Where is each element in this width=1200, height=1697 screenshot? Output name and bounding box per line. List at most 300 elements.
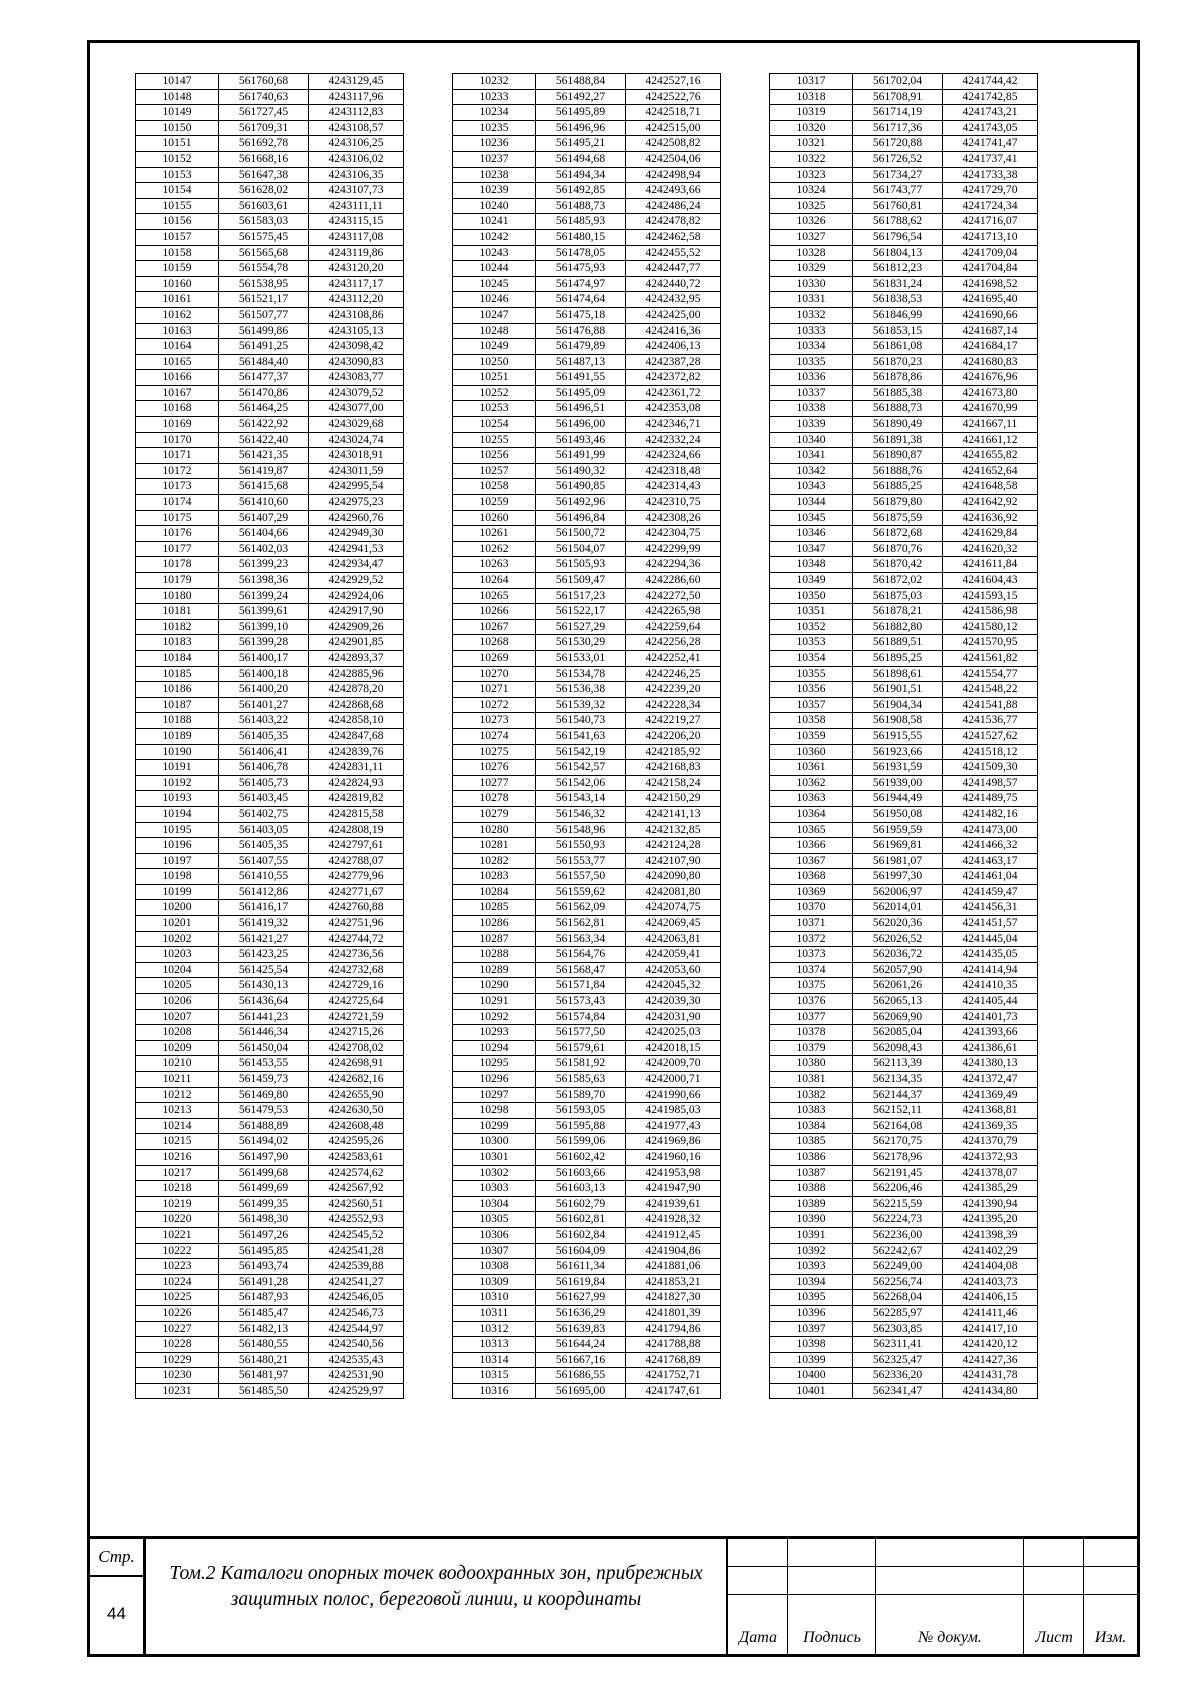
x-coordinate: 561563,34	[536, 931, 626, 947]
x-coordinate: 562065,13	[853, 994, 943, 1010]
y-coordinate: 4242583,61	[309, 1149, 404, 1165]
point-number: 10375	[770, 978, 853, 994]
x-coordinate: 561870,23	[853, 354, 943, 370]
point-number: 10169	[136, 417, 219, 433]
x-coordinate: 561901,51	[853, 682, 943, 698]
point-number: 10235	[453, 120, 536, 136]
table-row	[136, 1274, 404, 1290]
y-coordinate: 4241456,31	[943, 900, 1038, 916]
y-coordinate: 4241636,92	[943, 510, 1038, 526]
table-row	[453, 1009, 721, 1025]
table-row	[453, 417, 721, 433]
y-coordinate: 4241629,84	[943, 526, 1038, 542]
y-coordinate: 4241380,13	[943, 1056, 1038, 1072]
x-coordinate: 561593,05	[536, 1103, 626, 1119]
table-row	[453, 1259, 721, 1275]
point-number: 10327	[770, 229, 853, 245]
y-coordinate: 4241939,61	[626, 1196, 721, 1212]
y-coordinate: 4242831,11	[309, 760, 404, 776]
table-row	[136, 775, 404, 791]
table-row	[136, 479, 404, 495]
point-number: 10368	[770, 869, 853, 885]
table-row	[770, 1305, 1038, 1321]
table-row	[453, 495, 721, 511]
y-coordinate: 4242535,43	[309, 1352, 404, 1368]
table-row	[453, 697, 721, 713]
x-coordinate: 561497,26	[219, 1227, 309, 1243]
x-coordinate: 562061,26	[853, 978, 943, 994]
y-coordinate: 4242771,67	[309, 884, 404, 900]
point-number: 10214	[136, 1118, 219, 1134]
y-coordinate: 4242425,00	[626, 307, 721, 323]
table-row	[136, 339, 404, 355]
point-number: 10320	[770, 120, 853, 136]
x-coordinate: 561923,66	[853, 744, 943, 760]
x-coordinate: 561542,06	[536, 775, 626, 791]
table-row	[770, 448, 1038, 464]
revision-grid	[728, 1539, 1137, 1654]
table-row	[770, 385, 1038, 401]
table-row	[453, 1025, 721, 1041]
table-row	[453, 354, 721, 370]
table-row	[136, 89, 404, 105]
x-coordinate: 561553,77	[536, 853, 626, 869]
table-row	[453, 916, 721, 932]
point-number: 10284	[453, 884, 536, 900]
table-row	[770, 307, 1038, 323]
table-row	[770, 105, 1038, 121]
y-coordinate: 4242901,85	[309, 635, 404, 651]
point-number: 10397	[770, 1321, 853, 1337]
point-number: 10344	[770, 495, 853, 511]
y-coordinate: 4242031,90	[626, 1009, 721, 1025]
table-row	[453, 1290, 721, 1306]
table-row	[453, 1227, 721, 1243]
table-row	[453, 588, 721, 604]
x-coordinate: 561888,76	[853, 463, 943, 479]
point-number: 10200	[136, 900, 219, 916]
x-coordinate: 561709,31	[219, 120, 309, 136]
x-coordinate: 561667,16	[536, 1352, 626, 1368]
y-coordinate: 4242299,99	[626, 541, 721, 557]
point-number: 10158	[136, 245, 219, 261]
y-coordinate: 4242546,05	[309, 1290, 404, 1306]
table-row	[770, 1368, 1038, 1384]
point-number: 10360	[770, 744, 853, 760]
y-coordinate: 4241370,79	[943, 1134, 1038, 1150]
x-coordinate: 561944,49	[853, 791, 943, 807]
x-coordinate: 561647,38	[219, 167, 309, 183]
point-number: 10393	[770, 1259, 853, 1275]
y-coordinate: 4241704,84	[943, 261, 1038, 277]
y-coordinate: 4241386,61	[943, 1040, 1038, 1056]
table-row	[453, 89, 721, 105]
y-coordinate: 4241611,84	[943, 557, 1038, 573]
table-row	[770, 604, 1038, 620]
x-coordinate: 561740,63	[219, 89, 309, 105]
table-row	[453, 136, 721, 152]
table-row	[770, 994, 1038, 1010]
point-number: 10296	[453, 1072, 536, 1088]
x-coordinate: 561505,93	[536, 557, 626, 573]
point-number: 10187	[136, 697, 219, 713]
x-coordinate: 562215,59	[853, 1196, 943, 1212]
y-coordinate: 4241461,04	[943, 869, 1038, 885]
table-row	[453, 261, 721, 277]
point-number: 10365	[770, 822, 853, 838]
point-number: 10251	[453, 370, 536, 386]
coordinates-table-1	[135, 73, 404, 1399]
point-number: 10323	[770, 167, 853, 183]
x-coordinate: 561891,38	[853, 432, 943, 448]
x-coordinate: 561627,99	[536, 1290, 626, 1306]
x-coordinate: 561495,85	[219, 1243, 309, 1259]
point-number: 10201	[136, 916, 219, 932]
x-coordinate: 561541,63	[536, 728, 626, 744]
point-number: 10357	[770, 697, 853, 713]
point-number: 10149	[136, 105, 219, 121]
table-row	[770, 261, 1038, 277]
x-coordinate: 561539,32	[536, 697, 626, 713]
point-number: 10156	[136, 214, 219, 230]
point-number: 10363	[770, 791, 853, 807]
table-row	[770, 136, 1038, 152]
x-coordinate: 561603,61	[219, 198, 309, 214]
table-row	[770, 89, 1038, 105]
table-row	[770, 1056, 1038, 1072]
point-number: 10367	[770, 853, 853, 869]
x-coordinate: 561399,28	[219, 635, 309, 651]
y-coordinate: 4242893,37	[309, 650, 404, 666]
x-coordinate: 562178,96	[853, 1149, 943, 1165]
table-row	[136, 307, 404, 323]
table-row	[453, 479, 721, 495]
point-number: 10338	[770, 401, 853, 417]
table-row	[136, 1196, 404, 1212]
table-row	[136, 292, 404, 308]
x-coordinate: 561888,73	[853, 401, 943, 417]
point-number: 10224	[136, 1274, 219, 1290]
y-coordinate: 4243106,25	[309, 136, 404, 152]
table-row	[453, 822, 721, 838]
table-row	[770, 354, 1038, 370]
point-number: 10369	[770, 884, 853, 900]
x-coordinate: 561890,49	[853, 417, 943, 433]
table-row	[770, 1259, 1038, 1275]
point-number: 10147	[136, 74, 219, 90]
point-number: 10271	[453, 682, 536, 698]
x-coordinate: 561499,86	[219, 323, 309, 339]
x-coordinate: 561879,80	[853, 495, 943, 511]
x-coordinate: 561743,77	[853, 183, 943, 199]
point-number: 10298	[453, 1103, 536, 1119]
table-row	[453, 994, 721, 1010]
point-number: 10204	[136, 962, 219, 978]
table-row	[453, 74, 721, 90]
x-coordinate: 562341,47	[853, 1383, 943, 1399]
table-row	[453, 167, 721, 183]
table-row	[136, 1072, 404, 1088]
table-row	[453, 806, 721, 822]
table-row	[453, 276, 721, 292]
table-row	[453, 105, 721, 121]
x-coordinate: 562224,73	[853, 1212, 943, 1228]
point-number: 10339	[770, 417, 853, 433]
y-coordinate: 4241724,34	[943, 198, 1038, 214]
x-coordinate: 562134,35	[853, 1072, 943, 1088]
y-coordinate: 4242346,71	[626, 417, 721, 433]
table-row	[136, 744, 404, 760]
x-coordinate: 561491,25	[219, 339, 309, 355]
title-block	[90, 1536, 1137, 1654]
table-row	[770, 697, 1038, 713]
table-row	[770, 1383, 1038, 1399]
y-coordinate: 4241431,78	[943, 1368, 1038, 1384]
x-coordinate: 561476,88	[536, 323, 626, 339]
x-coordinate: 562144,37	[853, 1087, 943, 1103]
y-coordinate: 4241670,99	[943, 401, 1038, 417]
x-coordinate: 562006,97	[853, 884, 943, 900]
x-coordinate: 561479,53	[219, 1103, 309, 1119]
point-number: 10258	[453, 479, 536, 495]
y-coordinate: 4241990,66	[626, 1087, 721, 1103]
table-row	[770, 245, 1038, 261]
table-row	[770, 775, 1038, 791]
point-number: 10225	[136, 1290, 219, 1306]
x-coordinate: 562285,97	[853, 1305, 943, 1321]
table-row	[453, 573, 721, 589]
table-row	[136, 183, 404, 199]
y-coordinate: 4241652,64	[943, 463, 1038, 479]
y-coordinate: 4243106,35	[309, 167, 404, 183]
point-number: 10199	[136, 884, 219, 900]
x-coordinate: 561492,27	[536, 89, 626, 105]
x-coordinate: 561542,19	[536, 744, 626, 760]
point-number: 10194	[136, 806, 219, 822]
page-number: 44	[107, 1604, 126, 1623]
x-coordinate: 561527,29	[536, 619, 626, 635]
y-coordinate: 4241561,82	[943, 650, 1038, 666]
point-number: 10265	[453, 588, 536, 604]
y-coordinate: 4242025,03	[626, 1025, 721, 1041]
y-coordinate: 4242000,71	[626, 1072, 721, 1088]
x-coordinate: 561536,38	[536, 682, 626, 698]
x-coordinate: 562113,39	[853, 1056, 943, 1072]
point-number: 10232	[453, 74, 536, 90]
table-row	[770, 916, 1038, 932]
point-number: 10160	[136, 276, 219, 292]
point-number: 10308	[453, 1259, 536, 1275]
table-row	[770, 292, 1038, 308]
y-coordinate: 4241788,88	[626, 1337, 721, 1353]
x-coordinate: 561407,29	[219, 510, 309, 526]
y-coordinate: 4242462,58	[626, 229, 721, 245]
table-row	[770, 760, 1038, 776]
point-number: 10236	[453, 136, 536, 152]
point-number: 10173	[136, 479, 219, 495]
table-row	[453, 1134, 721, 1150]
x-coordinate: 561628,02	[219, 183, 309, 199]
point-number: 10162	[136, 307, 219, 323]
point-number: 10399	[770, 1352, 853, 1368]
x-coordinate: 561491,99	[536, 448, 626, 464]
point-number: 10275	[453, 744, 536, 760]
point-number: 10348	[770, 557, 853, 573]
signature-label: Подпись	[803, 1629, 861, 1646]
y-coordinate: 4241406,15	[943, 1290, 1038, 1306]
y-coordinate: 4241518,12	[943, 744, 1038, 760]
point-number: 10346	[770, 526, 853, 542]
point-number: 10231	[136, 1383, 219, 1399]
y-coordinate: 4241604,43	[943, 573, 1038, 589]
table-row	[770, 682, 1038, 698]
point-number: 10283	[453, 869, 536, 885]
point-number: 10268	[453, 635, 536, 651]
y-coordinate: 4241661,12	[943, 432, 1038, 448]
point-number: 10374	[770, 962, 853, 978]
y-coordinate: 4242515,00	[626, 120, 721, 136]
point-number: 10210	[136, 1056, 219, 1072]
table-row	[770, 74, 1038, 90]
x-coordinate: 562026,52	[853, 931, 943, 947]
table-row	[453, 1305, 721, 1321]
x-coordinate: 561488,73	[536, 198, 626, 214]
x-coordinate: 561890,87	[853, 448, 943, 464]
y-coordinate: 4241881,06	[626, 1259, 721, 1275]
point-number: 10260	[453, 510, 536, 526]
point-number: 10241	[453, 214, 536, 230]
y-coordinate: 4242416,36	[626, 323, 721, 339]
point-number: 10212	[136, 1087, 219, 1103]
y-coordinate: 4242630,50	[309, 1103, 404, 1119]
y-coordinate: 4241747,61	[626, 1383, 721, 1399]
point-number: 10311	[453, 1305, 536, 1321]
y-coordinate: 4241403,73	[943, 1274, 1038, 1290]
y-coordinate: 4243115,15	[309, 214, 404, 230]
x-coordinate: 561517,23	[536, 588, 626, 604]
point-number: 10282	[453, 853, 536, 869]
x-coordinate: 561538,95	[219, 276, 309, 292]
x-coordinate: 561488,89	[219, 1118, 309, 1134]
table-row	[770, 1149, 1038, 1165]
table-row	[770, 900, 1038, 916]
table-row	[453, 1040, 721, 1056]
table-row	[136, 1212, 404, 1228]
point-number: 10392	[770, 1243, 853, 1259]
table-row	[136, 136, 404, 152]
x-coordinate: 561406,78	[219, 760, 309, 776]
point-number: 10376	[770, 994, 853, 1010]
y-coordinate: 4241690,66	[943, 307, 1038, 323]
point-number: 10292	[453, 1009, 536, 1025]
table-row	[136, 635, 404, 651]
x-coordinate: 561492,96	[536, 495, 626, 511]
x-coordinate: 561788,62	[853, 214, 943, 230]
y-coordinate: 4243108,86	[309, 307, 404, 323]
y-coordinate: 4243117,08	[309, 229, 404, 245]
x-coordinate: 561686,55	[536, 1368, 626, 1384]
point-number: 10249	[453, 339, 536, 355]
table-row	[453, 666, 721, 682]
x-coordinate: 561870,42	[853, 557, 943, 573]
y-coordinate: 4243112,83	[309, 105, 404, 121]
y-coordinate: 4242252,41	[626, 650, 721, 666]
point-number: 10274	[453, 728, 536, 744]
point-number: 10190	[136, 744, 219, 760]
y-coordinate: 4242529,97	[309, 1383, 404, 1399]
table-row	[453, 1321, 721, 1337]
point-number: 10240	[453, 198, 536, 214]
y-coordinate: 4243090,83	[309, 354, 404, 370]
x-coordinate: 561602,42	[536, 1149, 626, 1165]
point-number: 10324	[770, 183, 853, 199]
table-row	[136, 385, 404, 401]
y-coordinate: 4242779,96	[309, 869, 404, 885]
table-row	[136, 261, 404, 277]
y-coordinate: 4242732,68	[309, 962, 404, 978]
table-row	[770, 183, 1038, 199]
x-coordinate: 561401,27	[219, 697, 309, 713]
table-row	[770, 962, 1038, 978]
x-coordinate: 562069,90	[853, 1009, 943, 1025]
table-row	[770, 1212, 1038, 1228]
y-coordinate: 4242406,13	[626, 339, 721, 355]
x-coordinate: 561981,07	[853, 853, 943, 869]
y-coordinate: 4242788,07	[309, 853, 404, 869]
x-coordinate: 561398,36	[219, 573, 309, 589]
point-number: 10379	[770, 1040, 853, 1056]
x-coordinate: 561496,84	[536, 510, 626, 526]
y-coordinate: 4242504,06	[626, 151, 721, 167]
x-coordinate: 561895,25	[853, 650, 943, 666]
y-coordinate: 4241445,04	[943, 931, 1038, 947]
table-row	[136, 1040, 404, 1056]
point-number: 10252	[453, 385, 536, 401]
point-number: 10307	[453, 1243, 536, 1259]
table-row	[453, 962, 721, 978]
y-coordinate: 4241463,17	[943, 853, 1038, 869]
y-coordinate: 4241395,20	[943, 1212, 1038, 1228]
x-coordinate: 561422,40	[219, 432, 309, 448]
y-coordinate: 4242909,26	[309, 619, 404, 635]
table-row	[136, 1009, 404, 1025]
table-row	[770, 1274, 1038, 1290]
table-row	[453, 339, 721, 355]
x-coordinate: 562164,08	[853, 1118, 943, 1134]
x-coordinate: 561564,76	[536, 947, 626, 963]
table-row	[453, 183, 721, 199]
y-coordinate: 4242527,16	[626, 74, 721, 90]
point-number: 10295	[453, 1056, 536, 1072]
point-number: 10293	[453, 1025, 536, 1041]
table-row	[136, 869, 404, 885]
table-row	[136, 323, 404, 339]
y-coordinate: 4241404,08	[943, 1259, 1038, 1275]
table-row	[136, 417, 404, 433]
point-number: 10391	[770, 1227, 853, 1243]
point-number: 10166	[136, 370, 219, 386]
point-number: 10299	[453, 1118, 536, 1134]
point-number: 10206	[136, 994, 219, 1010]
table-row	[770, 1352, 1038, 1368]
x-coordinate: 561492,85	[536, 183, 626, 199]
x-coordinate: 561402,03	[219, 541, 309, 557]
y-coordinate: 4241402,29	[943, 1243, 1038, 1259]
table-row	[770, 1040, 1038, 1056]
table-row	[770, 479, 1038, 495]
table-row	[770, 526, 1038, 542]
point-number: 10305	[453, 1212, 536, 1228]
